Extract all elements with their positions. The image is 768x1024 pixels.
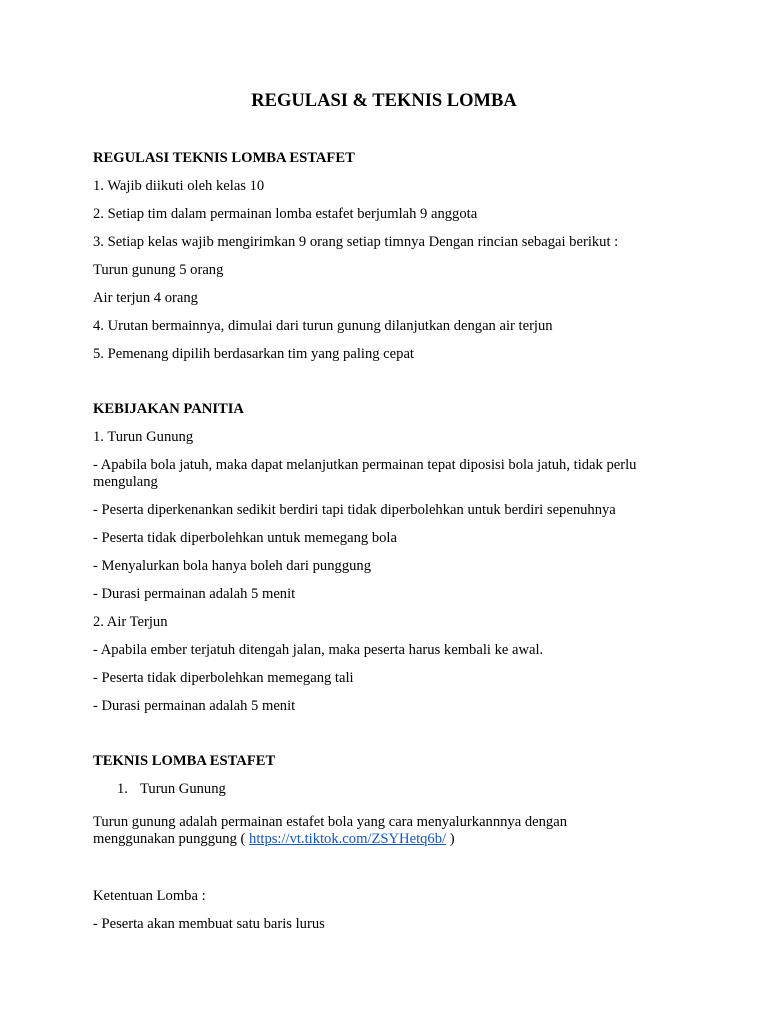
kebijakan-line: - Menyalurkan bola hanya boleh dari punggung (93, 558, 372, 574)
section-heading-regulasi: REGULASI TEKNIS LOMBA ESTAFET (93, 150, 355, 166)
list-number: 1. (117, 781, 128, 797)
regulasi-line: Turun gunung 5 orang (93, 262, 224, 278)
ketentuan-heading: Ketentuan Lomba : (93, 888, 206, 904)
regulasi-line: 1. Wajib diikuti oleh kelas 10 (93, 178, 265, 194)
kebijakan-line: - Apabila ember terjatuh ditengah jalan, maka peserta harus kembali ke awal. (93, 642, 544, 658)
kebijakan-line: - Peserta diperkenankan sedikit berdiri tapi tidak diperbolehkan untuk berdiri sepenuhnya (93, 502, 616, 518)
regulasi-line: 2. Setiap tim dalam permainan lomba estafet berjumlah 9 anggota (93, 206, 478, 222)
section-heading-kebijakan: KEBIJAKAN PANITIA (93, 401, 244, 417)
paragraph-text: Turun gunung adalah permainan estafet bola yang cara menyalurkannnya dengan menggunakan punggung ( (93, 814, 567, 847)
regulasi-line: 5. Pemenang dipilih berdasarkan tim yang paling cepat (93, 346, 414, 362)
kebijakan-line: 1. Turun Gunung (93, 429, 194, 445)
regulasi-line: 3. Setiap kelas wajib mengirimkan 9 orang setiap timnya Dengan rincian sebagai berikut : (93, 234, 619, 250)
paragraph-end: ) (446, 831, 455, 847)
turun-gunung-paragraph (93, 814, 633, 848)
kebijakan-line: - Apabila bola jatuh, maka dapat melanjutkan permainan tepat diposisi bola jatuh, tidak perlu mengulang (93, 457, 637, 490)
section-heading-teknis: TEKNIS LOMBA ESTAFET (93, 753, 276, 769)
regulasi-line: 4. Urutan bermainnya, dimulai dari turun gunung dilanjutkan dengan air terjun (93, 318, 553, 334)
kebijakan-line: - Peserta tidak diperbolehkan untuk memegang bola (93, 530, 397, 546)
ketentuan-line: - Peserta akan membuat satu baris lurus (93, 916, 325, 932)
kebijakan-line: - Durasi permainan adalah 5 menit (93, 698, 296, 714)
kebijakan-line: 2. Air Terjun (93, 614, 168, 630)
regulasi-line: Air terjun 4 orang (93, 290, 198, 306)
kebijakan-line: - Peserta tidak diperbolehkan memegang tali (93, 670, 354, 686)
kebijakan-line: - Durasi permainan adalah 5 menit (93, 586, 296, 602)
tiktok-link[interactable]: https://vt.tiktok.com/ZSYHetq6b/ (249, 831, 447, 847)
document-title: REGULASI & TEKNIS LOMBA (251, 91, 517, 111)
list-item-turun-gunung: Turun Gunung (140, 781, 226, 797)
